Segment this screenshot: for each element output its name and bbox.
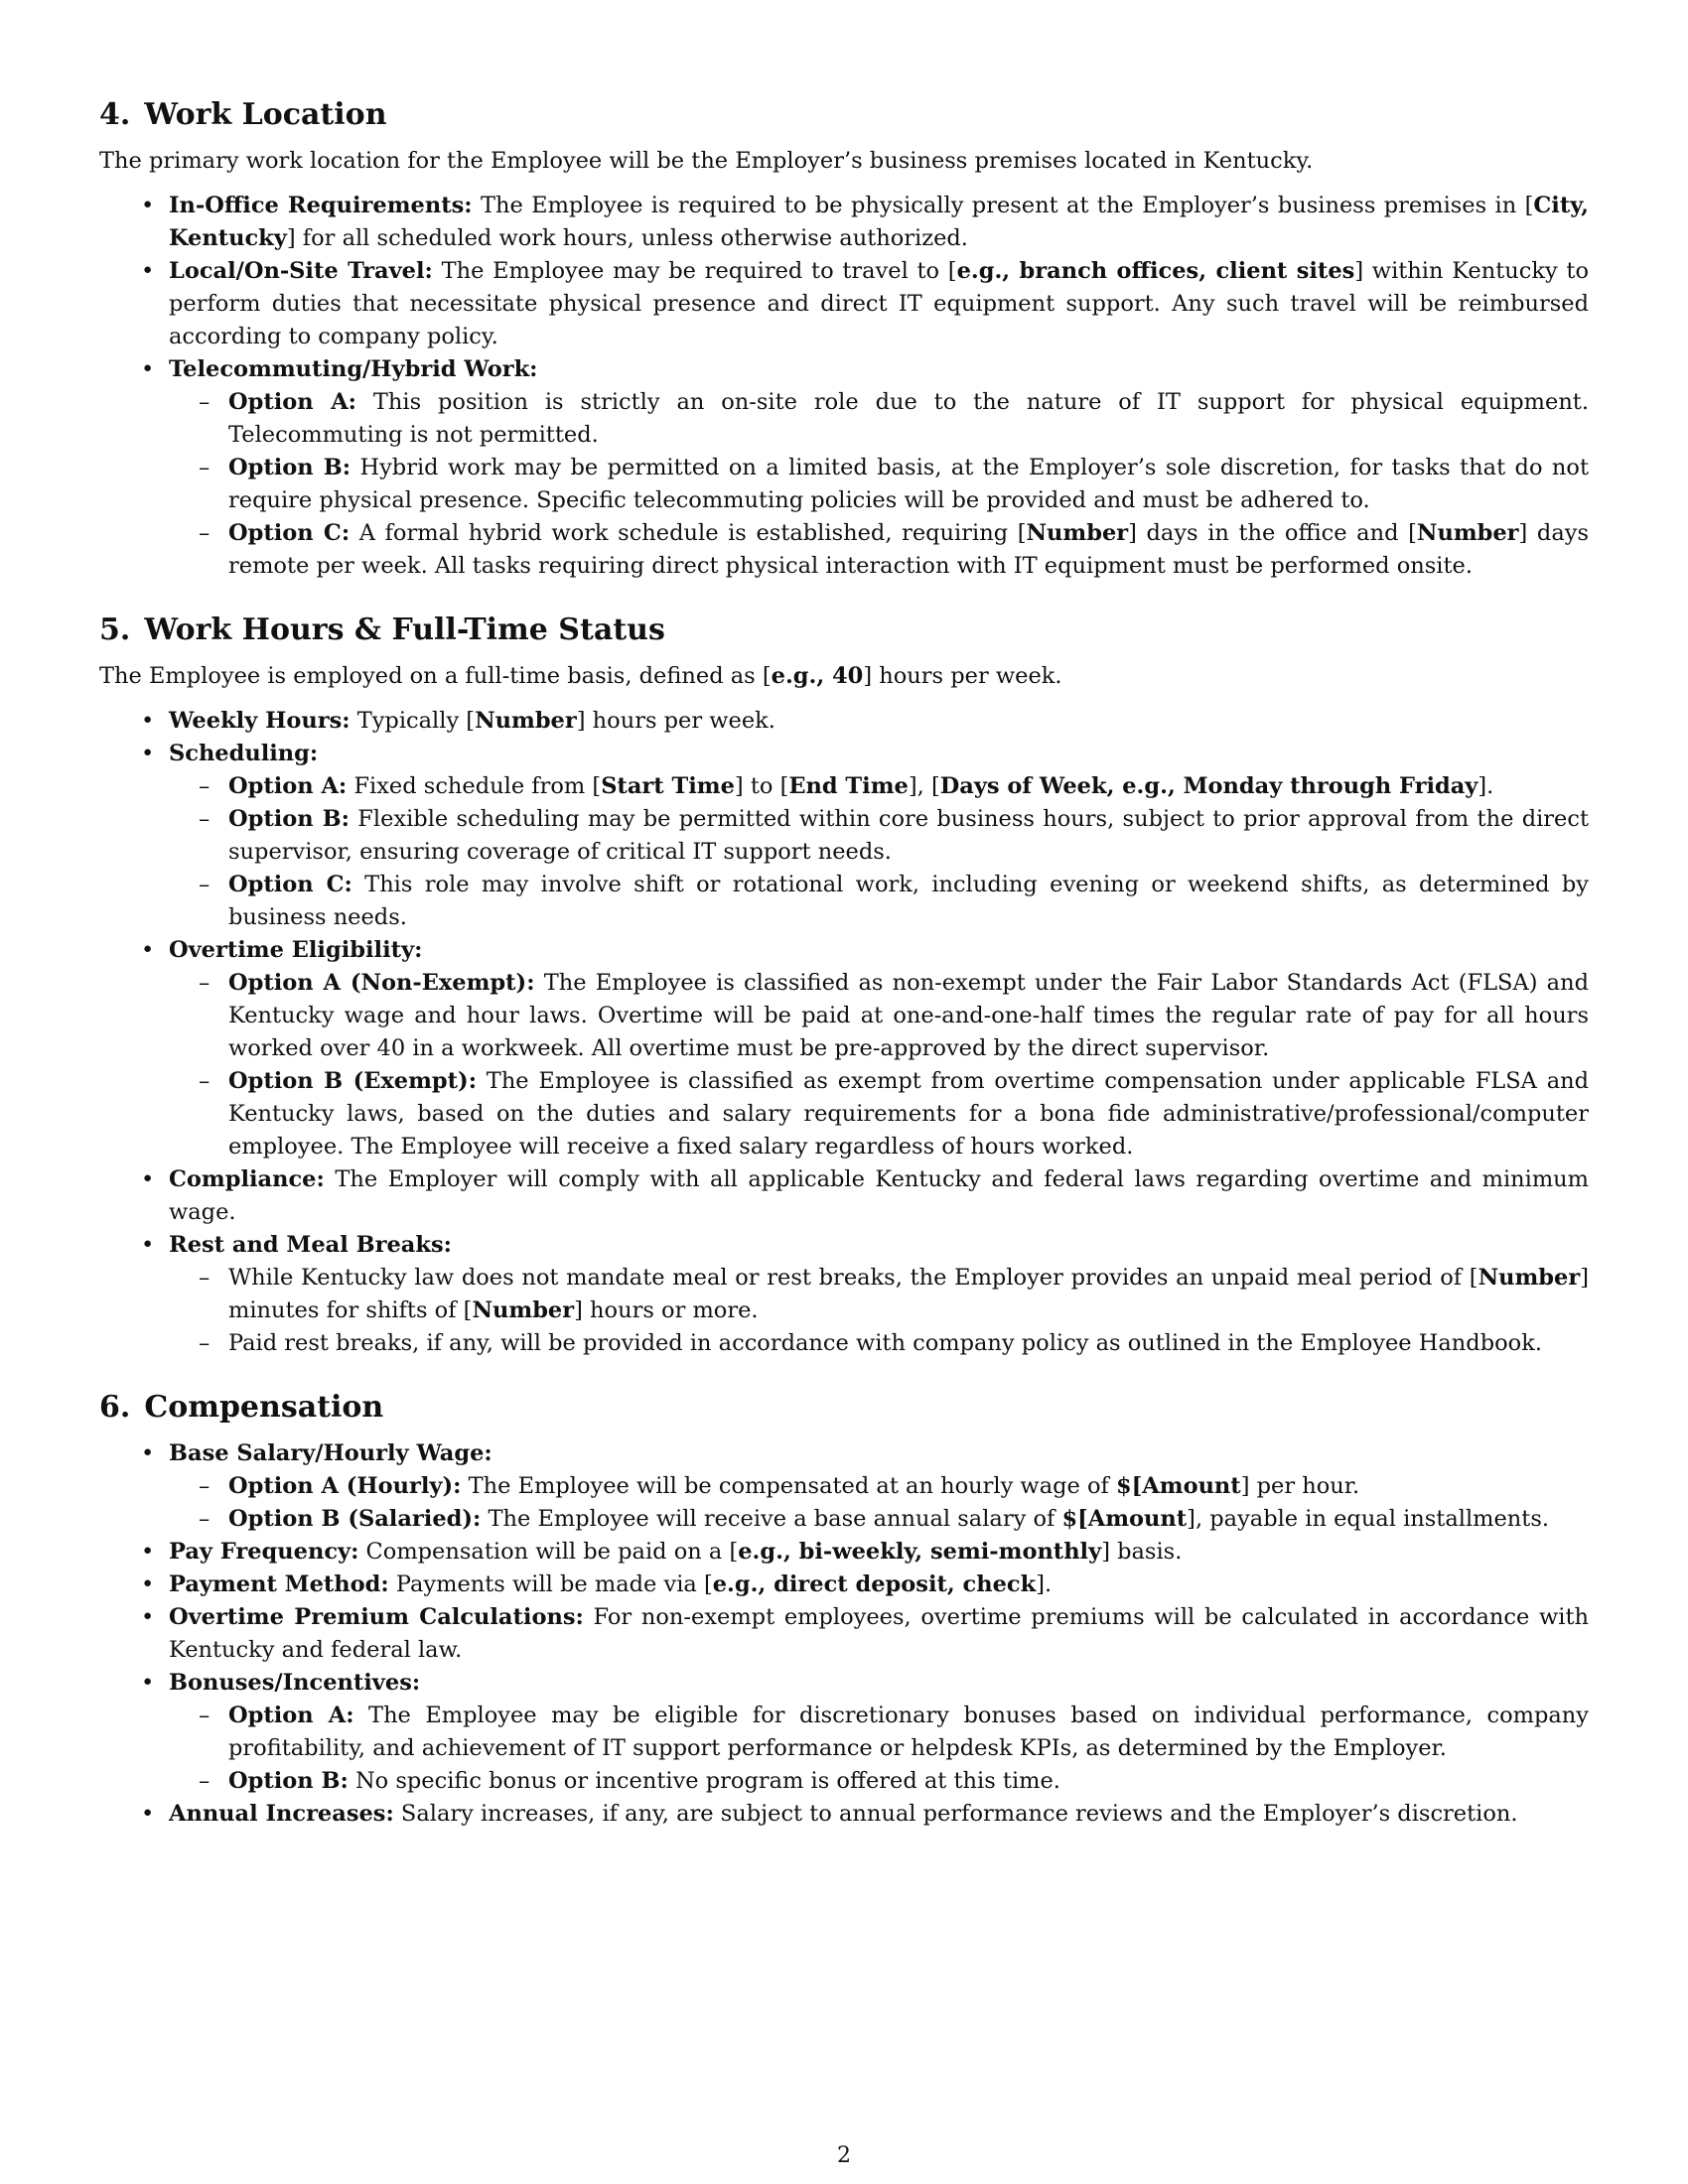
list-item-overtime-premium: • Overtime Premium Calculations: For non-exempt employees, overtime premiums will be calculated in accordance with Kentucky and federal law. [99,1601,1589,1667]
list-item-compliance: • Compliance: The Employer will comply with all applicable Kentucky and federal laws regarding overtime and minimum wage. [99,1163,1589,1229]
sub-item-rest-breaks: – Paid rest breaks, if any, will be provided in accordance with company policy as outlined in the Employee Handbook. [169,1327,1589,1360]
sub-item-option-b: – Option B: No specific bonus or incentive program is offered at this time. [169,1765,1589,1798]
sub-item-salaried: – Option B (Salaried): The Employee will receive a base annual salary of $[Amount], payable in equal installments. [169,1503,1589,1536]
list-item-local-travel: • Local/On-Site Travel: The Employee may be required to travel to [e.g., branch offices, client sites] within Kentucky to perform duties that necessitate physical presence and direct IT equipment support. Any such travel will be reimbursed according to company policy. [99,255,1589,353]
sub-item-non-exempt: – Option A (Non-Exempt): The Employee is classified as non-exempt under the Fair Labor Standards Act (FLSA) and Kentucky wage and hour laws. Overtime will be paid at one-and-one-half times the regular rate of pay for all hours worked over 40 in a workweek. All overtime must be pre-approved by the direct supervisor. [169,967,1589,1065]
sub-list [169,770,1589,934]
section-work-hours [99,611,1589,1360]
list-item-annual-increases: • Annual Increases: Salary increases, if any, are subject to annual performance reviews and the Employer’s discretion. [99,1798,1589,1831]
sub-item-meal-period: – While Kentucky law does not mandate meal or rest breaks, the Employer provides an unpaid meal period of [Number] minutes for shifts of [Number] hours or more. [169,1262,1589,1327]
section-heading: 4. Work Location [99,97,387,132]
list-item-scheduling: • Scheduling: – Option A: Fixed schedule from [Start Time] to [End Time], [Days of Week, e.g., Monday through Friday]. – Option B: Flexible scheduling may be permitted within core business hours, subject to prior approval from the direct supervisor, ensuring coverage of critical IT support needs. – Option C: This role may involve shift or rotational work, including evening or weekend shifts, as determined by business needs. [99,738,1589,934]
sub-list [169,1470,1589,1536]
sub-item-hourly: – Option A (Hourly): The Employee will be compensated at an hourly wage of $[Amount] per hour. [169,1470,1589,1503]
sub-item-option-c: – Option C: A formal hybrid work schedule is established, requiring [Number] days in the office and [Number] days remote per week. All tasks requiring direct physical interaction with IT equipment must be performed onsite. [169,517,1589,583]
list-item-in-office: • In-Office Requirements: The Employee is required to be physically present at the Employer’s business premises in [City, Kentucky] for all scheduled work hours, unless otherwise authorized. [99,190,1589,255]
list-item-payment-method: • Payment Method: Payments will be made via [e.g., direct deposit, check]. [99,1569,1589,1601]
sub-list [169,386,1589,583]
sub-item-exempt: – Option B (Exempt): The Employee is classified as exempt from overtime compensation under applicable FLSA and Kentucky laws, based on the duties and salary requirements for a bona fide administrative/professional/computer employee. The Employee will receive a fixed salary regardless of hours worked. [169,1065,1589,1163]
list-item-weekly-hours: • Weekly Hours: Typically [Number] hours per week. [99,705,1589,738]
list-item-pay-frequency: • Pay Frequency: Compensation will be paid on a [e.g., bi-weekly, semi-monthly] basis. [99,1536,1589,1569]
page-number: 2 [837,2143,851,2168]
list-item-overtime: • Overtime Eligibility: – Option A (Non-Exempt): The Employee is classified as non-exempt under the Fair Labor Standards Act (FLSA) and Kentucky wage and hour laws. Overtime will be paid at one-and-one-half times the regular rate of pay for all hours worked over 40 in a workweek. All overtime must be pre-approved by the direct supervisor. – Option B (Exempt): The Employee is classified as exempt from overtime compensation under applicable FLSA and Kentucky laws, based on the duties and salary requirements for a bona fide administrative/professional/computer employee. The Employee will receive a fixed salary regardless of hours worked. [99,934,1589,1163]
sub-list [169,1700,1589,1798]
section-heading: 5. Work Hours & Full-Time Status [99,613,665,647]
sub-item-option-b: – Option B: Flexible scheduling may be permitted within core business hours, subject to prior approval from the direct supervisor, ensuring coverage of critical IT support needs. [169,803,1589,869]
list-item-base-salary: • Base Salary/Hourly Wage: – Option A (Hourly): The Employee will be compensated at an hourly wage of $[Amount] per hour. – Option B (Salaried): The Employee will receive a base annual salary of $[Amount], payable in equal installments. [99,1437,1589,1536]
sub-list [169,1262,1589,1360]
sub-item-option-b: – Option B: Hybrid work may be permitted on a limited basis, at the Employer’s sole discretion, for tasks that do not require physical presence. Specific telecommuting policies will be provided and must be adhered to. [169,452,1589,517]
list-item-breaks: • Rest and Meal Breaks: – While Kentucky law does not mandate meal or rest breaks, the Employer provides an unpaid meal period of [Number] minutes for shifts of [Number] hours or more. – Paid rest breaks, if any, will be provided in accordance with company policy as outlined in the Employee Handbook. [99,1229,1589,1360]
bullet-list [99,705,1589,1360]
sub-item-option-a: – Option A: This position is strictly an on-site role due to the nature of IT support for physical equipment. Telecommuting is not permitted. [169,386,1589,452]
sub-list [169,967,1589,1163]
section-heading: 6. Compensation [99,1390,384,1425]
bullet-list [99,1437,1589,1831]
section-intro: The Employee is employed on a full-time basis, defined as [e.g., 40] hours per week. [99,663,1062,689]
sub-item-option-a: – Option A: Fixed schedule from [Start Time] to [End Time], [Days of Week, e.g., Monday through Friday]. [169,770,1589,803]
section-intro: The primary work location for the Employee will be the Employer’s business premises located in Kentucky. [99,148,1314,174]
section-compensation [99,1388,1589,1831]
section-work-location [99,95,1589,583]
bullet-list [99,190,1589,583]
list-item-telecommuting: • Telecommuting/Hybrid Work: – Option A: This position is strictly an on-site role due to the nature of IT support for physical equipment. Telecommuting is not permitted. – Option B: Hybrid work may be permitted on a limited basis, at the Employer’s sole discretion, for tasks that do not require physical presence. Specific telecommuting policies will be provided and must be adhered to. – Option C: A formal hybrid work schedule is established, requiring [Number] days in the office and [Number] days remote per week. All tasks requiring direct physical interaction with IT equipment must be performed onsite. [99,353,1589,583]
sub-item-option-c: – Option C: This role may involve shift or rotational work, including evening or weekend shifts, as determined by business needs. [169,869,1589,934]
sub-item-option-a: – Option A: The Employee may be eligible for discretionary bonuses based on individual performance, company profitability, and achievement of IT support performance or helpdesk KPIs, as determined by the Employer. [169,1700,1589,1765]
list-item-bonuses: • Bonuses/Incentives: – Option A: The Employee may be eligible for discretionary bonuses based on individual performance, company profitability, and achievement of IT support performance or helpdesk KPIs, as determined by the Employer. – Option B: No specific bonus or incentive program is offered at this time. [99,1667,1589,1798]
